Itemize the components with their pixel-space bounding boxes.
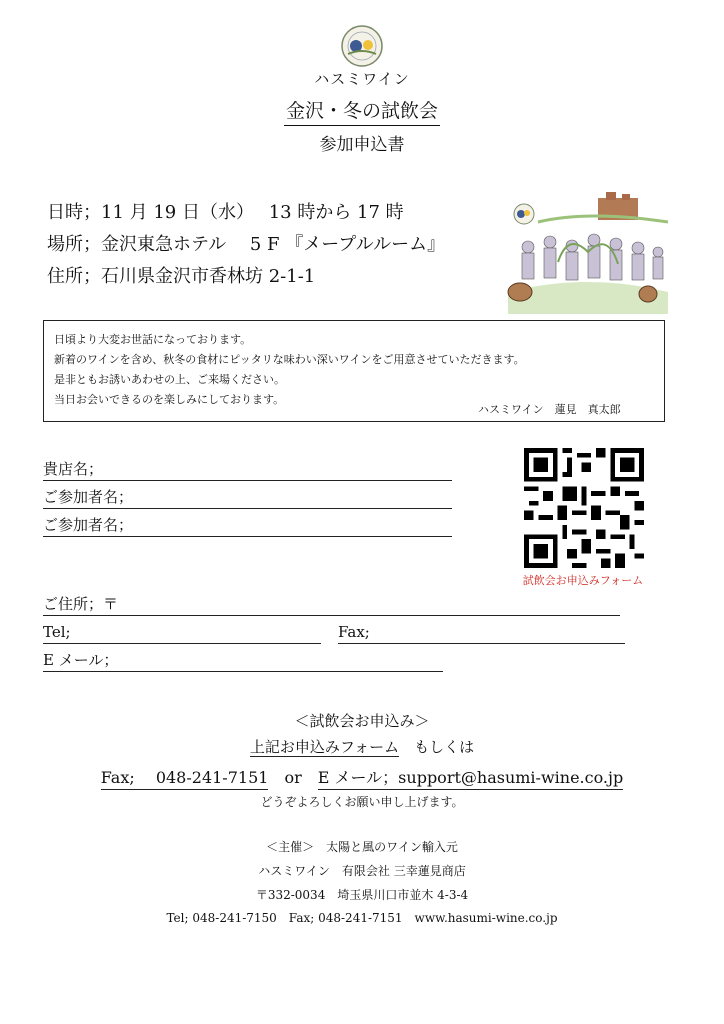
apply-fax: Fax; 048-241-7151 [101,768,269,790]
document-title [0,96,724,123]
event-address: 住所；石川県金沢市香林坊 2-1-1 [47,266,316,287]
footer-postal-address: 〒332-0034 埼玉県川口市並木 4-3-4 [255,888,469,902]
message-signature: ハスミワイン 蓮見 真太郎 [478,403,621,416]
footer-company: ハスミワイン 有限会社 三幸蓮見商店 [258,864,466,878]
apply-form-link[interactable]: 上記お申込みフォーム [249,738,400,756]
document-subtitle: 参加申込書 [319,135,405,155]
email-field[interactable]: E メール； [43,649,443,672]
qr-code-label: 試飲会お申込みフォーム [522,574,644,587]
title-text: 金沢・冬の試飲会 [284,100,440,126]
footer-host: ＜主催＞ 太陽と風のワイン輸入元 [266,840,458,854]
application-form-qr-code[interactable] [524,448,644,568]
brand-logo [340,24,384,68]
message-line: 新着のワインを含め、秋冬の食材にピッタリな味わい深いワインをご用意させていただきます。 [54,353,525,366]
tasting-party-illustration [498,192,674,314]
shop-name-field[interactable]: 貴店名； [43,458,452,481]
fax-field[interactable]: Fax; [338,621,625,644]
event-place: 場所；金沢東急ホテル 5 F 『メープルルーム』 [47,234,446,255]
apply-or-text: もしくは [399,738,475,756]
apply-closing: どうぞよろしくお願い申し上げます。 [260,795,464,809]
message-line: 日頃より大変お世話になっております。 [54,333,252,346]
apply-or-text-2: or [268,768,318,787]
apply-email-link[interactable]: E メール；support@hasumi-wine.co.jp [318,768,624,790]
event-datetime: 日時；11 月 19 日（水） 13 時から 17 時 [47,202,404,223]
tel-field[interactable]: Tel; [43,621,321,644]
apply-contact [0,765,724,788]
apply-heading: ＜試飲会お申込み＞ [294,712,430,730]
brand-name: ハスミワイン [314,70,410,88]
footer-contact: Tel; 048-241-7150 Fax; 048-241-7151 www.hasumi-wine.co.jp [166,911,558,925]
participant-name-field-1[interactable]: ご参加者名； [43,486,452,509]
apply-instructions [0,736,724,757]
message-line: 当日お会いできるのを楽しみにしております。 [54,393,285,406]
greeting-message-box [43,320,665,422]
message-line: 是非ともお誘いあわせの上、ご来場ください。 [54,373,285,386]
participant-name-field-2[interactable]: ご参加者名； [43,514,452,537]
address-field[interactable]: ご住所；〒 [43,593,620,616]
